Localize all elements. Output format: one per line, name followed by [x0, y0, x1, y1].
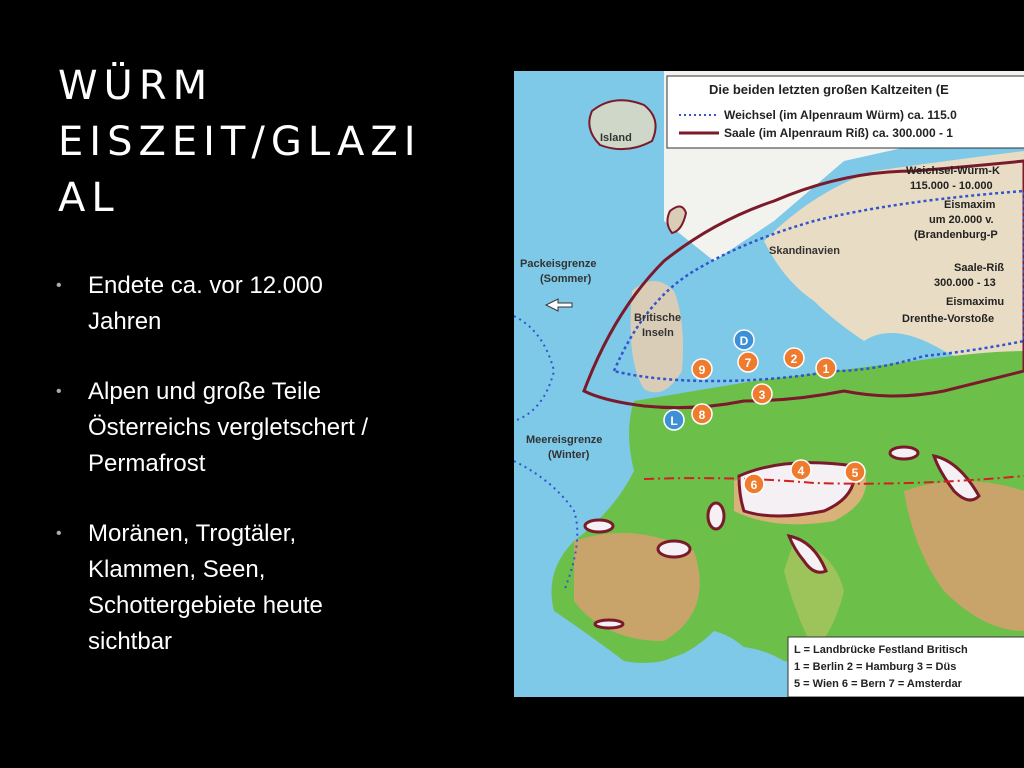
bullet-dot: • [56, 525, 62, 542]
svg-text:3: 3 [758, 388, 766, 402]
bullet-text-line: Alpen und große Teile [88, 378, 322, 405]
legend-title: Die beiden letzten großen Kaltzeiten (E [709, 82, 949, 97]
label-island: Island [600, 132, 632, 144]
bullet-item [56, 268, 466, 340]
marker-d [734, 330, 754, 350]
bullet-item [56, 516, 466, 660]
map-svg [514, 71, 1024, 697]
svg-text:8: 8 [698, 408, 706, 422]
key-line: 5 = Wien 6 = Bern 7 = Amsterdar [794, 678, 962, 690]
glaciation-map [514, 71, 1024, 697]
marker-2 [784, 348, 804, 368]
svg-text:6: 6 [750, 478, 758, 492]
marker-8 [692, 404, 712, 424]
marker-4 [791, 460, 811, 480]
svg-text:2: 2 [790, 352, 798, 366]
label-meereis-season: (Winter) [548, 449, 590, 461]
slide-title [58, 58, 458, 226]
key-line: 1 = Berlin 2 = Hamburg 3 = Düs [794, 661, 957, 673]
legend-weichsel: Weichsel (im Alpenraum Würm) ca. 115.0 [724, 108, 957, 122]
legend-saale: Saale (im Alpenraum Riß) ca. 300.000 - 1 [724, 126, 953, 140]
svg-text:D: D [739, 334, 749, 348]
glacier-small [708, 503, 724, 529]
saale-note-line: Eismaximu [946, 296, 1005, 308]
bullet-dot: • [56, 383, 62, 400]
weichsel-note-line: (Brandenburg-P [914, 229, 998, 241]
label-packeis-season: (Sommer) [540, 273, 592, 285]
bullet-text-line: Schottergebiete heute [88, 592, 323, 619]
bullet-text-line: Jahren [88, 308, 162, 335]
weichsel-note-line: Weichsel-Würm-K [906, 165, 1000, 177]
weichsel-note-line: um 20.000 v. [929, 214, 994, 226]
svg-text:7: 7 [744, 356, 752, 370]
bullet-text-line: Moränen, Trogtäler, [88, 520, 297, 547]
weichsel-note-line: 115.000 - 10.000 [910, 180, 993, 192]
bullet-list [56, 268, 466, 694]
bullet-dot: • [56, 277, 62, 294]
bullet-text-line: Österreichs vergletschert / [88, 414, 369, 441]
label-inseln: Inseln [642, 327, 674, 339]
glacier-small [658, 541, 690, 557]
saale-note-line: Saale-Riß [954, 262, 1005, 274]
svg-text:5: 5 [851, 466, 859, 480]
bullet-text-line: Endete ca. vor 12.000 [88, 272, 323, 299]
marker-l [664, 410, 684, 430]
title-line: EISZEIT/GLAZI [58, 119, 422, 165]
bullet-item [56, 374, 466, 482]
bullet-text-line: sichtbar [88, 628, 173, 655]
glacier-small [585, 520, 613, 532]
label-packeis: Packeisgrenze [520, 258, 597, 270]
title-line: WÜRM [58, 63, 214, 109]
title-line: AL [58, 175, 120, 221]
glacier-small [890, 447, 918, 459]
label-skandinavien: Skandinavien [769, 245, 840, 257]
glacier-small [595, 620, 623, 628]
key-line: L = Landbrücke Festland Britisch [794, 644, 968, 656]
label-britische: Britische [634, 312, 682, 324]
marker-7 [738, 352, 758, 372]
marker-1 [816, 358, 836, 378]
saale-note-line: Drenthe-Vorstoße [902, 313, 995, 325]
marker-5 [845, 462, 865, 482]
weichsel-note-line: Eismaxim [944, 199, 996, 211]
marker-6 [744, 474, 764, 494]
marker-9 [692, 359, 712, 379]
svg-text:9: 9 [698, 363, 706, 377]
svg-text:1: 1 [822, 362, 830, 376]
label-meereis: Meereisgrenze [526, 434, 603, 446]
bullet-text-line: Klammen, Seen, [88, 556, 266, 583]
bullet-text-line: Permafrost [88, 450, 206, 477]
marker-3 [752, 384, 772, 404]
svg-text:4: 4 [797, 464, 805, 478]
saale-note-line: 300.000 - 13 [934, 277, 996, 289]
svg-text:L: L [670, 414, 678, 428]
